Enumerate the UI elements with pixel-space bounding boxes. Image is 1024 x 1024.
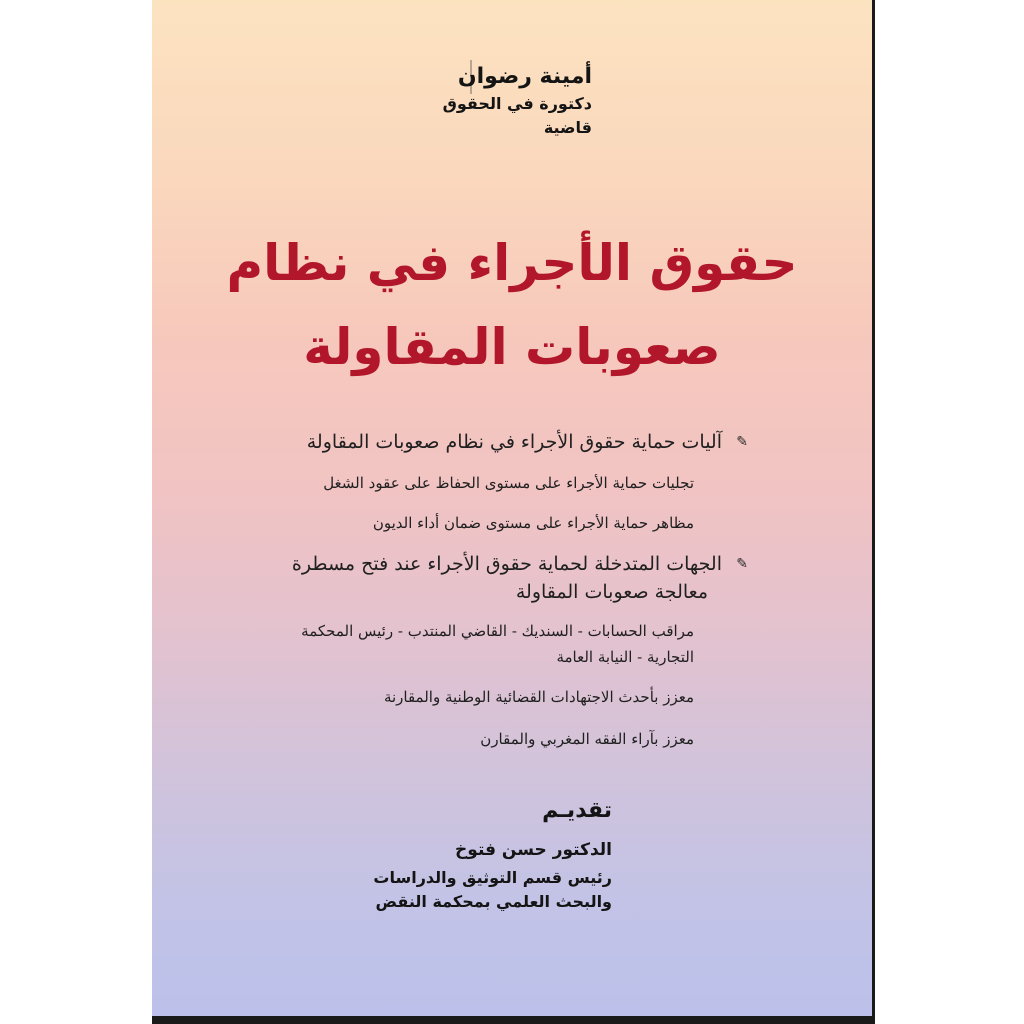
contents-item-text: آليات حماية حقوق الأجراء في نظام صعوبات المقاولة [306, 431, 722, 453]
contents-item-text: معزز بآراء الفقه المغربي والمقارن [480, 730, 694, 748]
contents-item-7 [234, 726, 694, 752]
contents-item-text: تجليات حماية الأجراء على مستوى الحفاظ على عقود الشغل [323, 474, 694, 492]
contents-item-text-line-2: معالجة صعوبات المقاولة [515, 581, 708, 603]
preface-role-line-2: والبحث العلمي بمحكمة النقض [375, 892, 612, 911]
author-role: قاضية [543, 118, 592, 137]
preface-label: تقديـم [542, 798, 612, 823]
contents-item-5 [234, 618, 694, 670]
author-title: دكتورة في الحقوق [442, 94, 592, 113]
contents-item-text: معزز بأحدث الاجتهادات القضائية الوطنية والمقارنة [383, 688, 694, 706]
book-title-line-2: صعوبات المقاولة [303, 318, 721, 376]
preface-name: الدكتور حسن فتوخ [455, 840, 612, 860]
book-cover [152, 0, 872, 1024]
cover-edge-bottom [152, 1016, 875, 1024]
pen-bullet-icon: ✎ [736, 434, 748, 450]
contents-item-2 [234, 470, 694, 496]
preface-role-line-1: رئيس قسم التوثيق والدراسات [373, 868, 612, 887]
contents-item-text-line-2: التجارية - النيابة العامة [556, 648, 694, 666]
contents-item-text-line-1: الجهات المتدخلة لحماية حقوق الأجراء عند فتح مسطرة [291, 553, 722, 575]
author-name: أمينة رضوان [457, 64, 592, 89]
book-title-line-1: حقوق الأجراء في نظام [226, 234, 798, 292]
contents-item-3 [234, 510, 694, 536]
contents-item-text-line-1: مراقب الحسابات - السنديك - القاضي المنتدب - رئيس المحكمة [301, 622, 694, 640]
contents-item-1 [262, 428, 748, 456]
scan-margin-left [0, 0, 152, 1024]
scan-margin-right [875, 0, 1024, 1024]
author-block [332, 62, 592, 140]
pen-bullet-icon: ✎ [736, 556, 748, 572]
contents-item-4 [262, 550, 748, 606]
contents-item-text: مظاهر حماية الأجراء على مستوى ضمان أداء الديون [372, 514, 694, 532]
contents-item-6 [234, 684, 694, 710]
